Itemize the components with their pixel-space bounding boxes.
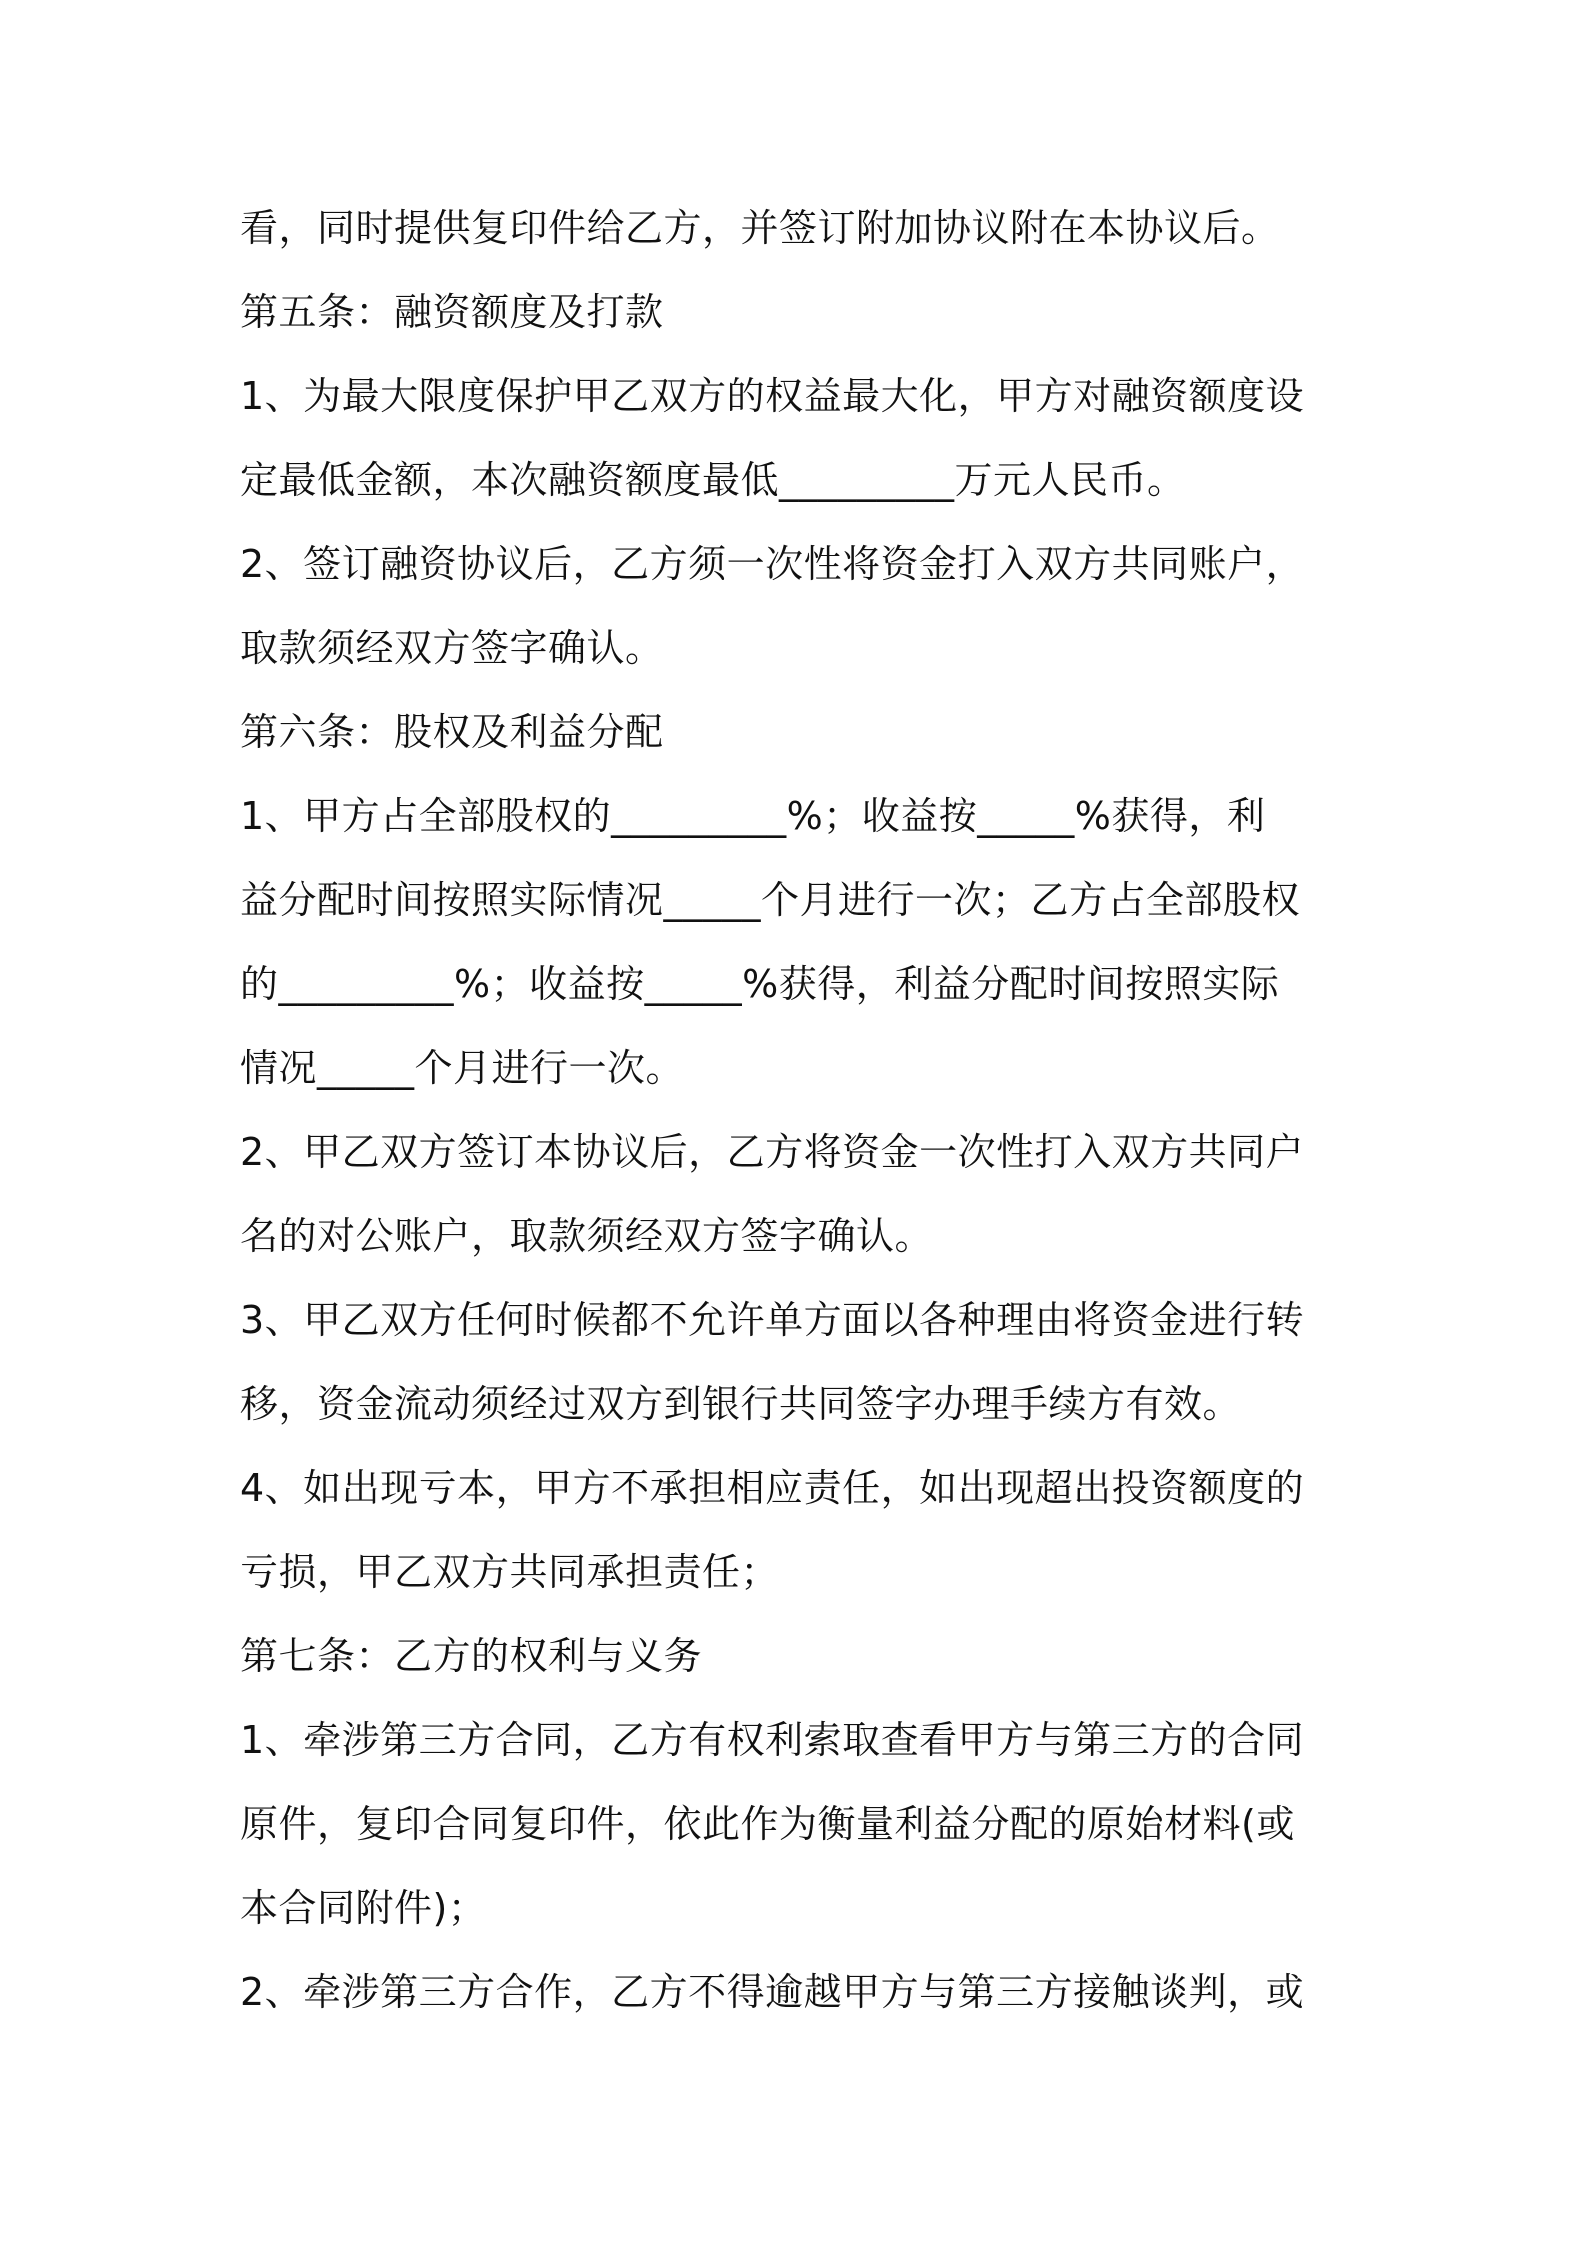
text-line: 2、甲乙双方签订本协议后，乙方将资金一次性打入双方共同户 — [240, 1130, 1305, 1174]
text-line: 2、签订融资协议后，乙方须一次性将资金打入双方共同账户， — [240, 542, 1305, 586]
text-line: 1、甲方占全部股权的_________%；收益按_____%获得，利 — [240, 794, 1266, 838]
text-line: 1、为最大限度保护甲乙双方的权益最大化，甲方对融资额度设 — [240, 374, 1305, 418]
text-line: 1、牵涉第三方合同，乙方有权利索取查看甲方与第三方的合同 — [240, 1718, 1305, 1762]
text-line: 4、如出现亏本，甲方不承担相应责任，如出现超出投资额度的 — [240, 1466, 1305, 1510]
text-line: 3、甲乙双方任何时候都不允许单方面以各种理由将资金进行转 — [240, 1298, 1305, 1342]
text-line: 取款须经双方签字确认。 — [240, 626, 664, 670]
text-line: 看，同时提供复印件给乙方，并签订附加协议附在本协议后。 — [240, 206, 1280, 250]
text-line: 益分配时间按照实际情况_____个月进行一次；乙方占全部股权 — [240, 878, 1301, 922]
text-line: 的_________%；收益按_____%获得，利益分配时间按照实际 — [240, 962, 1280, 1006]
text-line: 定最低金额，本次融资额度最低_________万元人民币。 — [240, 458, 1186, 502]
text-line: 名的对公账户，取款须经双方签字确认。 — [240, 1214, 934, 1258]
text-line: 情况_____个月进行一次。 — [240, 1046, 685, 1090]
text-line: 本合同附件)； — [240, 1886, 487, 1930]
text-line: 移，资金流动须经过双方到银行共同签字办理手续方有效。 — [240, 1382, 1242, 1426]
section-heading-5: 第五条：融资额度及打款 — [240, 290, 664, 334]
text-line: 原件，复印合同复印件，依此作为衡量利益分配的原始材料(或 — [240, 1802, 1295, 1846]
text-line: 亏损，甲乙双方共同承担责任； — [240, 1550, 780, 1594]
text-line: 2、牵涉第三方合作，乙方不得逾越甲方与第三方接触谈判，或 — [240, 1970, 1305, 2014]
section-heading-6: 第六条：股权及利益分配 — [240, 710, 664, 754]
section-heading-7: 第七条：乙方的权利与义务 — [240, 1634, 703, 1678]
